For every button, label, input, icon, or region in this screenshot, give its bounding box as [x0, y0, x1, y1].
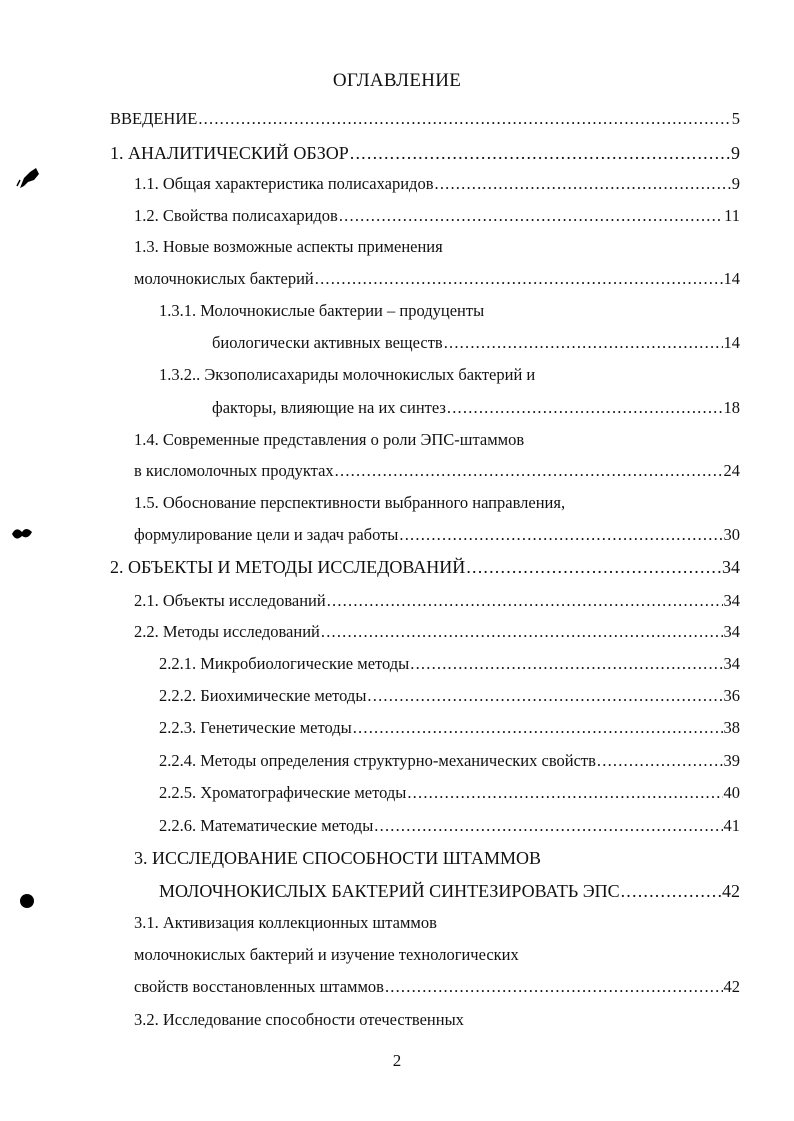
- toc-entry-page: 24: [723, 461, 740, 480]
- toc-entry-text: в кисломолочных продуктах: [134, 461, 334, 480]
- toc-entry: [134, 171, 740, 197]
- scan-smudge-icon: [14, 166, 42, 190]
- toc-entry: [110, 140, 740, 166]
- toc-entry-text: 3.2. Исследование способности отечественных: [134, 1010, 464, 1029]
- toc-entry-text: формулирование цели и задач работы: [134, 525, 399, 544]
- toc-entry-page: 38: [723, 718, 740, 737]
- toc-entry-text: 1.3.2.. Экзополисахариды молочнокислых бактерий и: [159, 365, 536, 384]
- toc-entry: [134, 266, 740, 292]
- toc-entry-page: 40: [723, 783, 740, 802]
- toc-entry: [134, 845, 740, 871]
- toc-entry-page: 41: [723, 816, 740, 835]
- toc-entry-text: 3.1. Активизация коллекционных штаммов: [134, 913, 437, 932]
- toc-entry-page: 9: [731, 174, 740, 193]
- toc-entry: [134, 203, 740, 229]
- toc-entry-page: 30: [723, 525, 740, 544]
- toc-entry-text: 1.1. Общая характеристика полисахаридов: [134, 174, 434, 193]
- toc-entry: [159, 780, 740, 806]
- toc-entry: [134, 619, 740, 645]
- toc-entry-text: 2.1. Объекты исследований: [134, 591, 326, 610]
- toc-entry-text: 2. ОБЪЕКТЫ И МЕТОДЫ ИССЛЕДОВАНИЙ: [110, 557, 466, 577]
- toc-entry-text: факторы, влияющие на их синтез: [212, 398, 446, 417]
- toc-entry-text: 1.3. Новые возможные аспекты применения: [134, 237, 443, 256]
- toc-entry-text: молочнокислых бактерий: [134, 269, 314, 288]
- toc-entry-text: 2.2.3. Генетические методы: [159, 718, 352, 737]
- toc-entry-text: 2.2.6. Математические методы: [159, 816, 374, 835]
- toc-entry-text: 2.2.2. Биохимические методы: [159, 686, 367, 705]
- scan-smudge-icon: [16, 890, 38, 912]
- toc-entry-page: 14: [723, 333, 740, 352]
- toc-entry-text: биологически активных веществ: [212, 333, 443, 352]
- toc-entry-text: 1.4. Современные представления о роли ЭПС-штаммов: [134, 430, 525, 449]
- toc-entry: [110, 554, 740, 580]
- toc-entry: [159, 715, 740, 741]
- toc-entry: [134, 490, 740, 516]
- toc-entry: [159, 683, 740, 709]
- toc-entry-text: 2.2.4. Методы определения структурно-механических свойств: [159, 751, 596, 770]
- toc-entry-text: МОЛОЧНОКИСЛЫХ БАКТЕРИЙ СИНТЕЗИРОВАТЬ ЭПС: [159, 881, 620, 901]
- toc-entry: [212, 330, 740, 356]
- toc-entry-page: 18: [723, 398, 740, 417]
- toc-entry-text: ВВЕДЕНИЕ: [110, 109, 198, 128]
- toc-entry-text: свойств восстановленных штаммов: [134, 977, 384, 996]
- toc-entry-page: 42: [723, 977, 740, 996]
- toc-entry: [159, 813, 740, 839]
- toc-entry-page: 36: [723, 686, 740, 705]
- toc-entry-page: 34: [722, 557, 740, 577]
- page-title: ОГЛАВЛЕНИЕ: [332, 70, 462, 91]
- toc-entry: [134, 588, 740, 614]
- scan-smudge-icon: [8, 524, 36, 544]
- toc-entry-page: 14: [723, 269, 740, 288]
- toc-entry: [159, 878, 740, 904]
- toc-entry: [134, 458, 740, 484]
- toc-entry-page: 34: [723, 654, 740, 673]
- toc-entry: [134, 1007, 740, 1033]
- toc-entry-page: 5: [731, 109, 740, 128]
- toc-entry-page: 11: [724, 206, 740, 225]
- toc-entry-text: 1.3.1. Молочнокислые бактерии – продуценты: [159, 301, 485, 320]
- toc-entry: [159, 651, 740, 677]
- toc-entry-text: 2.2.1. Микробиологические методы: [159, 654, 410, 673]
- toc-entry-page: 39: [723, 751, 740, 770]
- page-number: 2: [392, 1051, 402, 1070]
- toc-entry-text: молочнокислых бактерий и изучение технологических: [134, 945, 519, 964]
- toc-entry: [110, 106, 740, 132]
- toc-entry-text: 2.2.5. Хроматографические методы: [159, 783, 407, 802]
- toc-entry: [159, 298, 740, 324]
- toc-entry: [134, 974, 740, 1000]
- toc-entry: [134, 522, 740, 548]
- toc-entry-text: 1. АНАЛИТИЧЕСКИЙ ОБЗОР: [110, 143, 349, 163]
- toc-entry: [134, 910, 740, 936]
- toc-entry-page: 42: [722, 881, 740, 901]
- toc-entry: [159, 748, 740, 774]
- toc-entry: [159, 362, 740, 388]
- toc-entry-text: 1.2. Свойства полисахаридов: [134, 206, 338, 225]
- toc-entry: [134, 234, 740, 260]
- toc-entry: [212, 395, 740, 421]
- toc-entry-text: 1.5. Обоснование перспективности выбранного направления,: [134, 493, 566, 512]
- toc-entry-page: 34: [723, 591, 740, 610]
- toc-entry: [134, 942, 740, 968]
- toc-entry-text: 3. ИССЛЕДОВАНИЕ СПОСОБНОСТИ ШТАММОВ: [134, 848, 541, 868]
- toc-entry-page: 9: [731, 143, 740, 163]
- toc-entry-page: 34: [723, 622, 740, 641]
- toc-entry: [134, 427, 740, 453]
- toc-entry-text: 2.2. Методы исследований: [134, 622, 320, 641]
